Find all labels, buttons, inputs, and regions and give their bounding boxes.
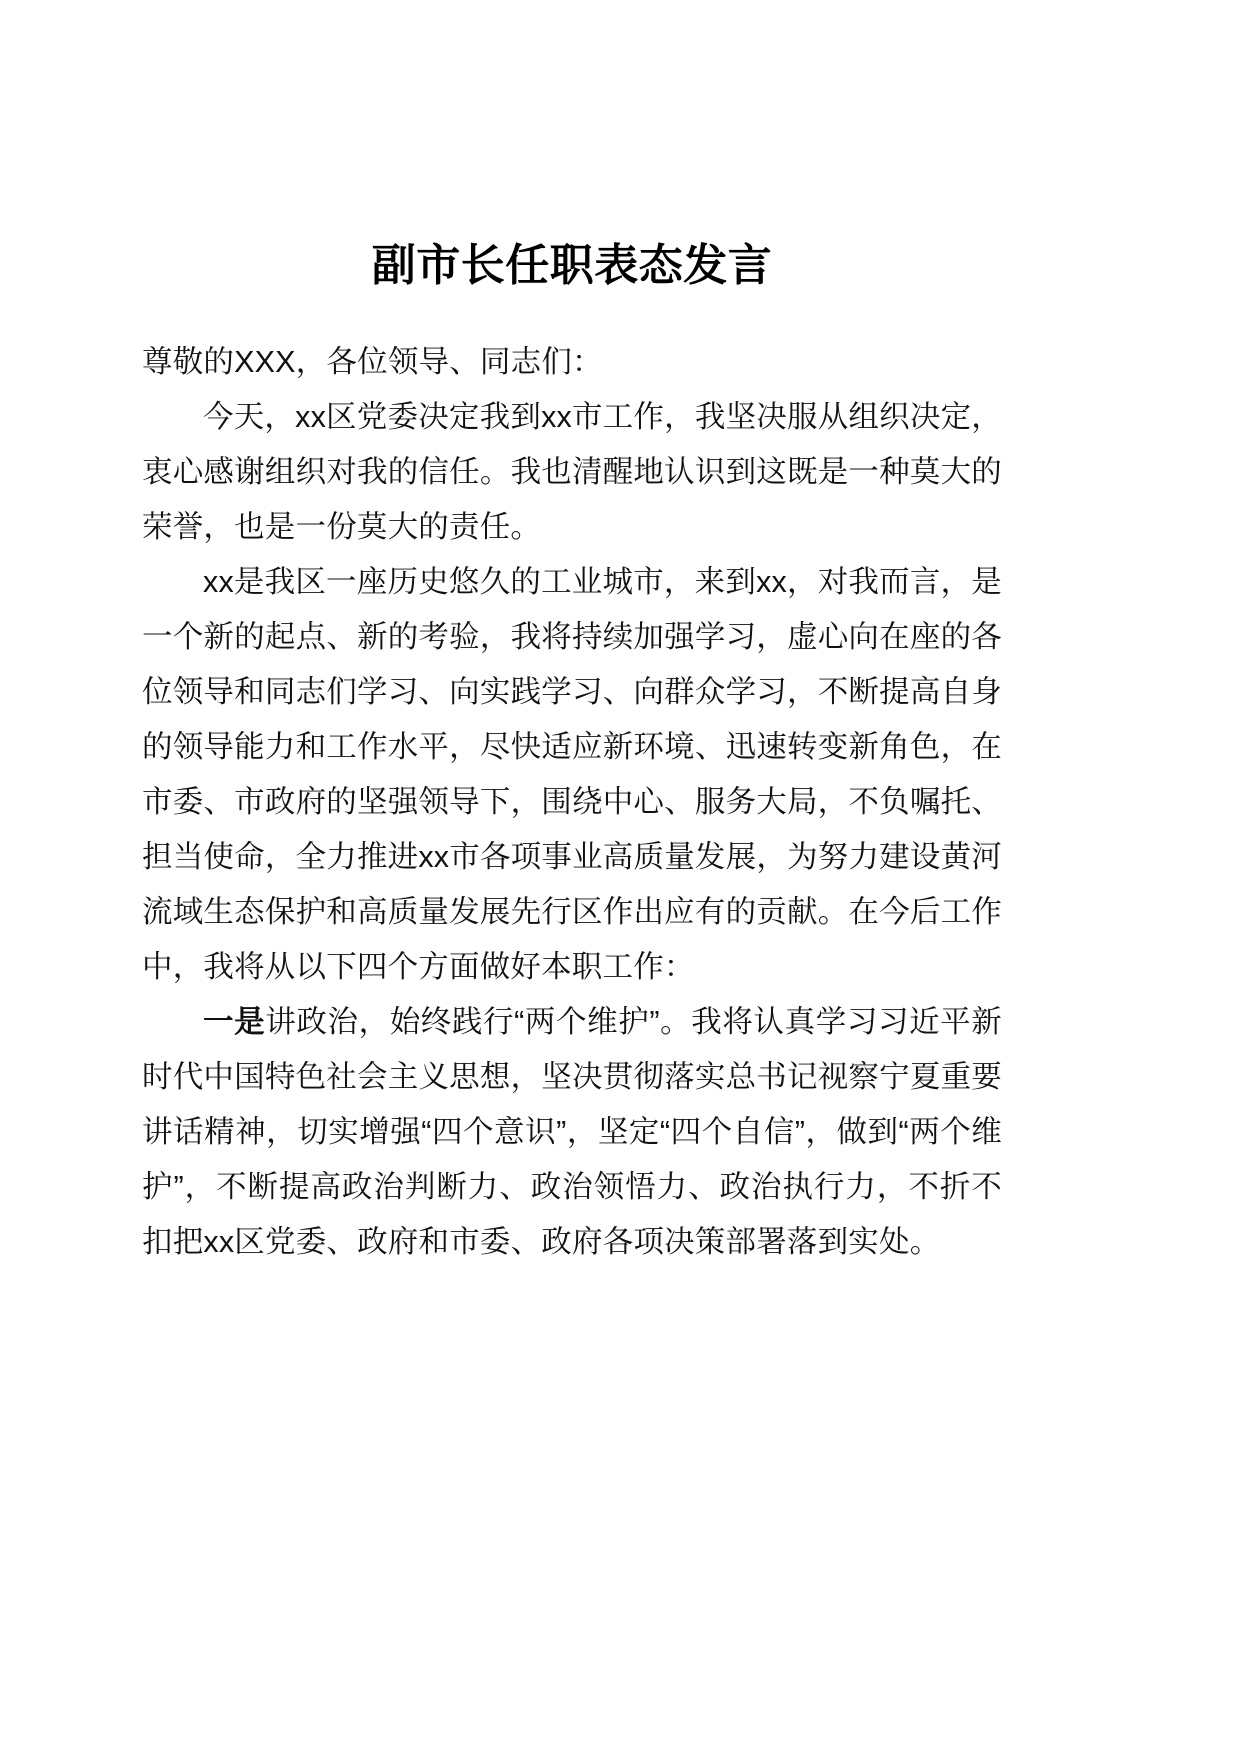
paragraph-3-text: 讲政治，始终践行“两个维护”。我将认真学习习近平新时代中国特色社会主义思想，坚决贯彻落实总书记视察宁夏重要讲话精神，切实增强“四个意识”，坚定“四个自信”，做到“两个维护”，不断提高政治判断力、政治领悟力、政治执行力，不折不扣把xx区党委、政府和市委、政府各项决策部署落到实处。 bbox=[142, 1005, 1002, 1259]
document-content bbox=[142, 0, 1002, 1270]
paragraph-lead-label: 一是 bbox=[203, 1005, 266, 1039]
page-title: 副市长任职表态发言 bbox=[371, 241, 773, 290]
document-body bbox=[142, 335, 1002, 1270]
body-paragraph-2: xx是我区一座历史悠久的工业城市，来到xx，对我而言，是一个新的起点、新的考验，我将持续加强学习，虚心向在座的各位领导和同志们学习、向实践学习、向群众学习，不断提高自身的领导能力和工作水平，尽快适应新环境、迅速转变新角色，在市委、市政府的坚强领导下，围绕中心、服务大局，不负嘱托、担当使命，全力推进xx市各项事业高质量发展，为努力建设黄河流域生态保护和高质量发展先行区作出应有的贡献。在今后工作中，我将从以下四个方面做好本职工作： bbox=[142, 565, 1002, 984]
salutation-line: 尊敬的XXX，各位领导、同志们： bbox=[142, 345, 603, 379]
body-paragraph-1: 今天，xx区党委决定我到xx市工作，我坚决服从组织决定，衷心感谢组织对我的信任。我也清醒地认识到这既是一种莫大的荣誉，也是一份莫大的责任。 bbox=[142, 400, 1002, 544]
body-paragraph-3 bbox=[142, 995, 1002, 1270]
